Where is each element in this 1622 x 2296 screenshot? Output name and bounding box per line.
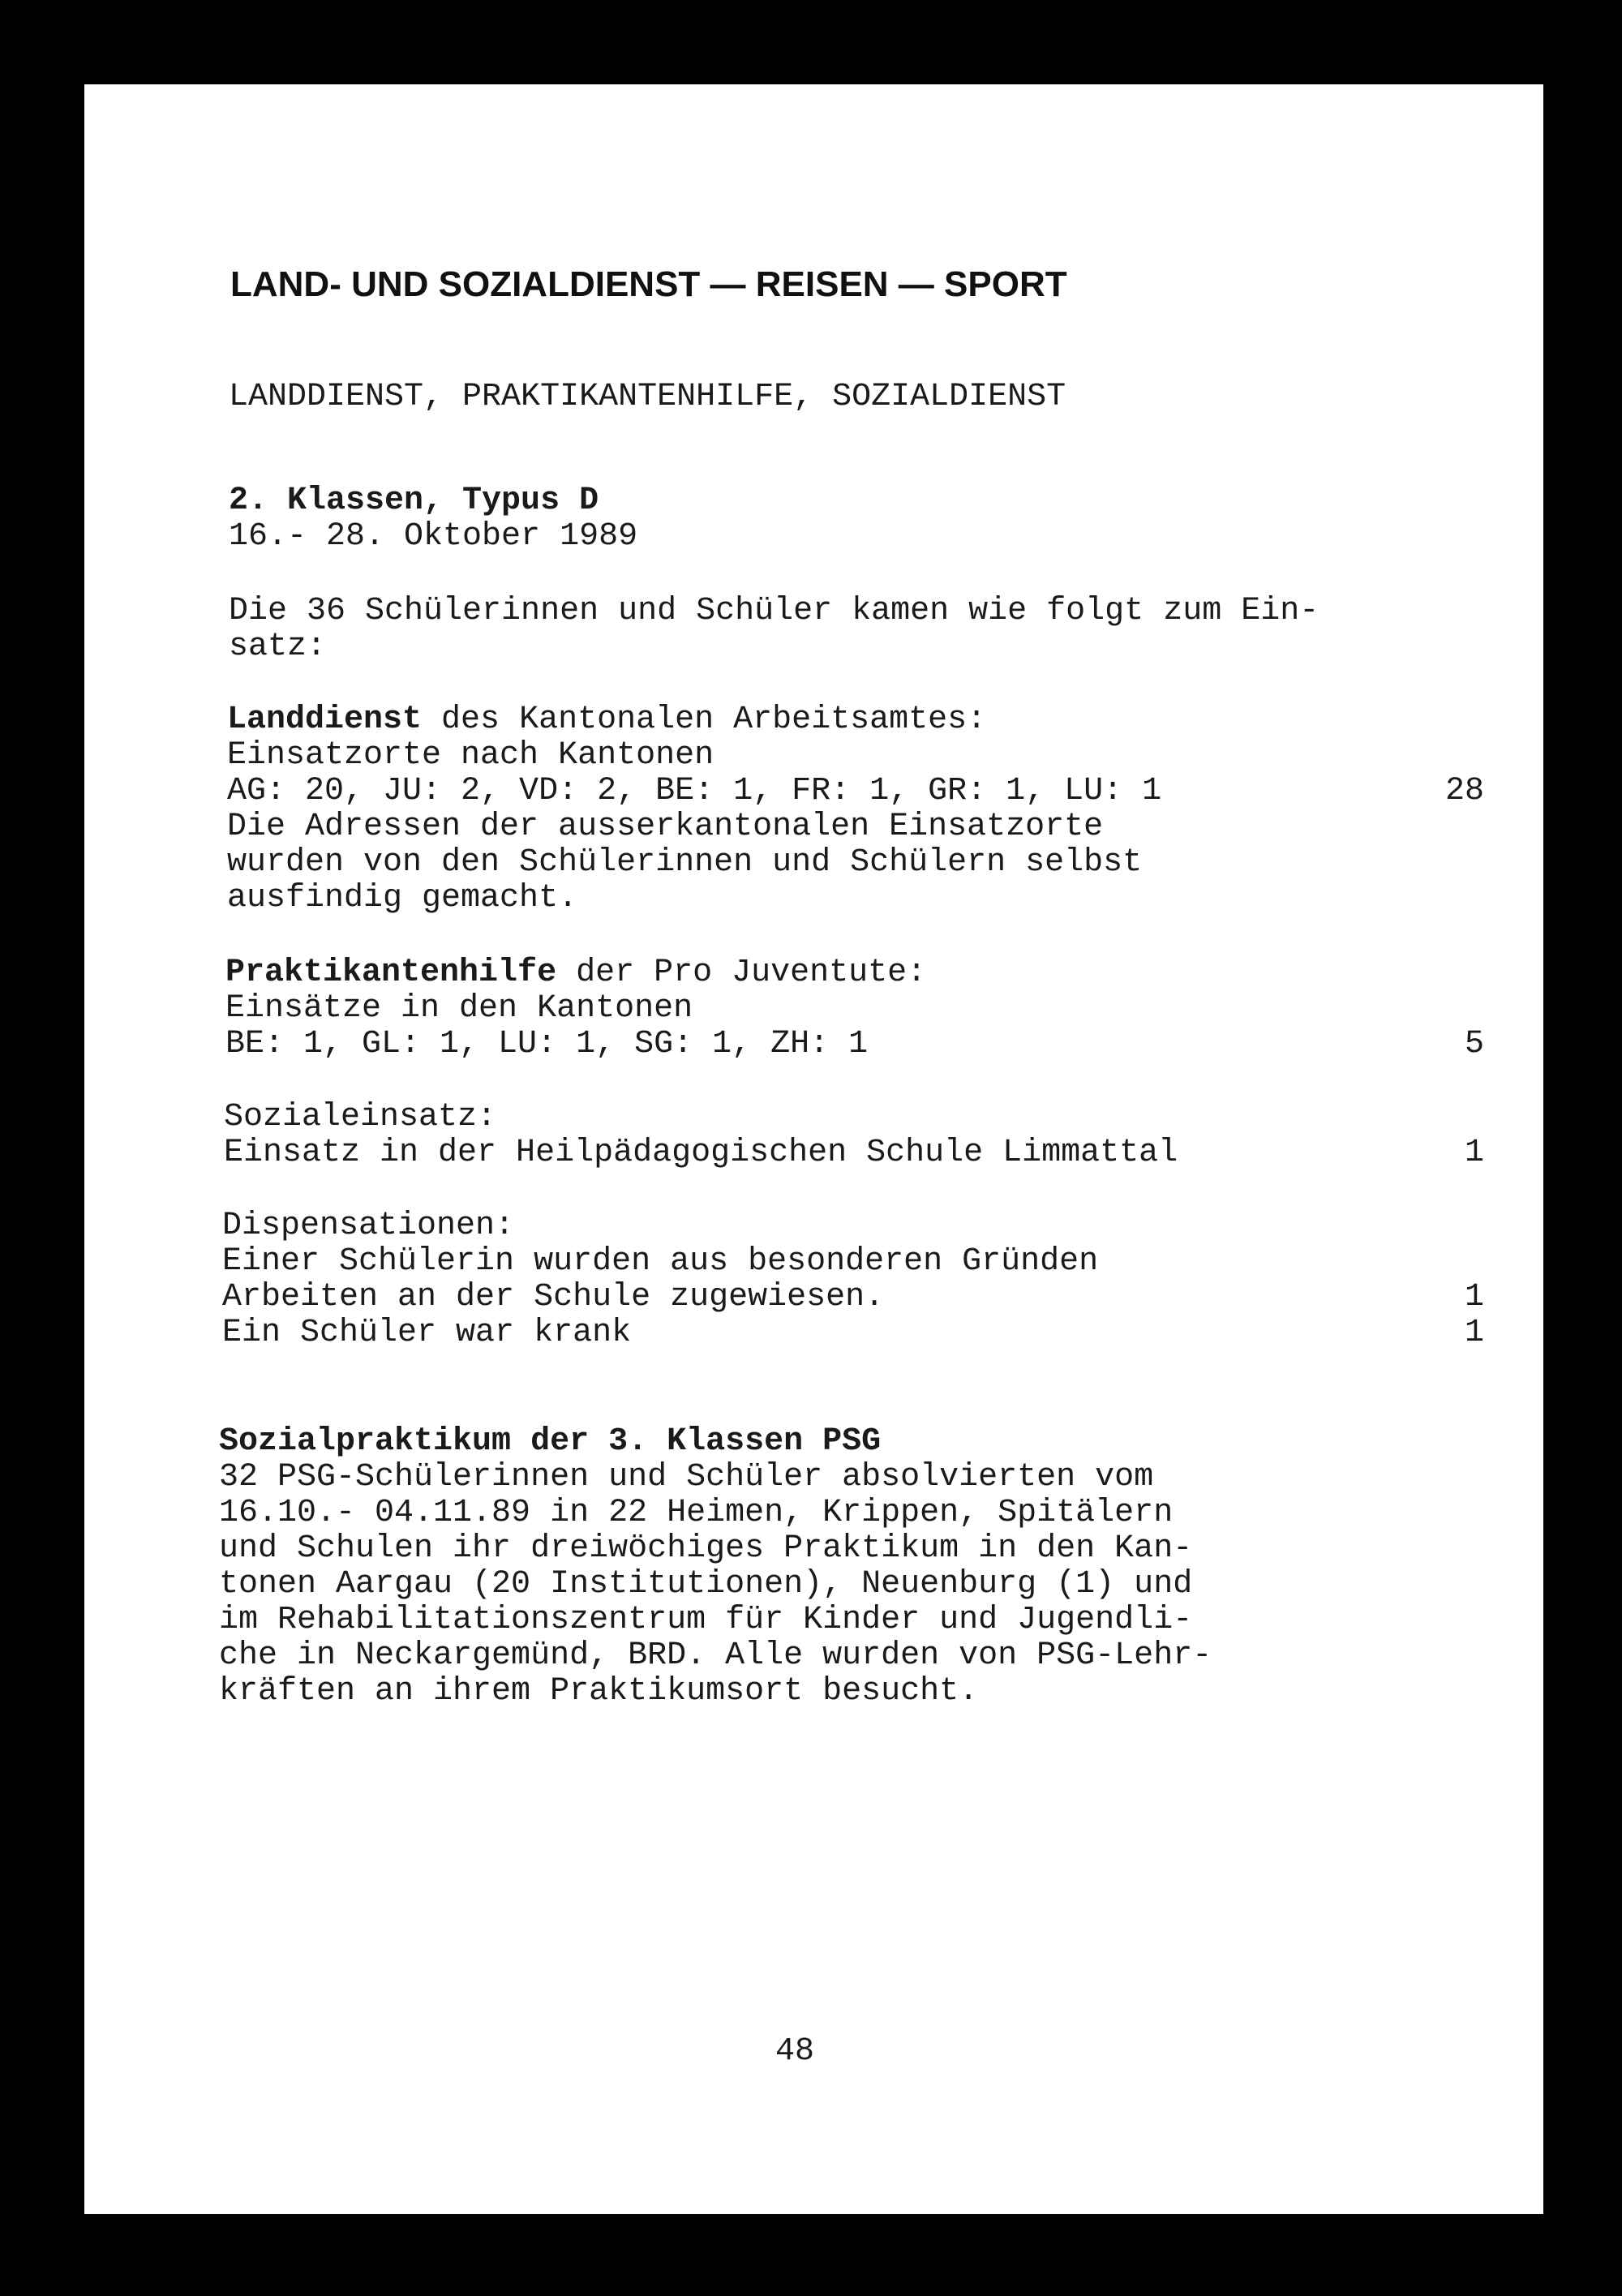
page-number: 48 (775, 2033, 815, 2070)
sozialeinsatz-count: 1 (1464, 1135, 1484, 1171)
praktikantenhilfe-line-3: BE: 1, GL: 1, LU: 1, SG: 1, ZH: 1 (225, 1026, 869, 1062)
landdienst-line-2: Einsatzorte nach Kantonen (227, 737, 714, 774)
sozialpraktikum-line-7: kräften an ihrem Praktikumsort besucht. (219, 1673, 979, 1710)
section-heading: LANDDIENST, PRAKTIKANTENHILFE, SOZIALDIENST (229, 379, 1066, 415)
sozialpraktikum-line-5: im Rehabilitationszentrum für Kinder und Jugendli- (219, 1602, 1193, 1638)
landdienst-line-5: wurden von den Schülerinnen und Schülern selbst (227, 844, 1143, 881)
praktikantenhilfe-label (225, 955, 926, 991)
praktikantenhilfe-label-bold: Praktikantenhilfe (225, 955, 557, 991)
landdienst-line-3: AG: 20, JU: 2, VD: 2, BE: 1, FR: 1, GR: 1, LU: 1 (227, 773, 1162, 809)
date-range: 16.- 28. Oktober 1989 (229, 518, 638, 555)
praktikantenhilfe-label-rest: der Pro Juventute: (556, 955, 927, 991)
sozialeinsatz-line-2: Einsatz in der Heilpädagogischen Schule Limmattal (224, 1135, 1178, 1171)
document-page (84, 84, 1543, 2214)
landdienst-label-bold: Landdienst (227, 702, 423, 738)
dispensationen-count-2: 1 (1464, 1315, 1484, 1351)
sozialpraktikum-heading: Sozialpraktikum der 3. Klassen PSG (219, 1423, 882, 1460)
landdienst-label-rest: des Kantonalen Arbeitsamtes: (422, 702, 987, 738)
sozialpraktikum-line-2: 16.10.- 04.11.89 in 22 Heimen, Krippen, Spitälern (219, 1495, 1174, 1531)
landdienst-label (227, 702, 986, 738)
sozialeinsatz-label: Sozialeinsatz: (224, 1099, 497, 1135)
sozialpraktikum-line-3: und Schulen ihr dreiwöchiges Praktikum in den Kan- (219, 1530, 1193, 1567)
intro-line-2: satz: (229, 629, 327, 665)
page-title: LAND- UND SOZIALDIENST — REISEN — SPORT (230, 264, 1067, 304)
dispensationen-line-2: Einer Schülerin wurden aus besonderen Gründen (222, 1243, 1099, 1280)
intro-line-1: Die 36 Schülerinnen und Schüler kamen wie folgt zum Ein- (229, 593, 1319, 629)
dispensationen-line-3: Arbeiten an der Schule zugewiesen. (222, 1279, 885, 1315)
praktikantenhilfe-count: 5 (1464, 1026, 1484, 1062)
sozialpraktikum-line-6: che in Neckargemünd, BRD. Alle wurden von PSG-Lehr- (219, 1637, 1212, 1674)
dispensationen-label: Dispensationen: (222, 1208, 515, 1244)
sozialpraktikum-line-1: 32 PSG-Schülerinnen und Schüler absolvierten vom (219, 1459, 1154, 1496)
dispensationen-count-1: 1 (1464, 1279, 1484, 1315)
praktikantenhilfe-line-2: Einsätze in den Kantonen (225, 990, 693, 1027)
dispensationen-line-4: Ein Schüler war krank (222, 1315, 632, 1351)
class-heading: 2. Klassen, Typus D (229, 483, 599, 519)
sozialpraktikum-line-4: tonen Aargau (20 Institutionen), Neuenburg (1) und (219, 1566, 1193, 1603)
landdienst-count: 28 (1444, 773, 1484, 809)
landdienst-line-6: ausfindig gemacht. (227, 880, 578, 916)
landdienst-line-4: Die Adressen der ausserkantonalen Einsatzorte (227, 809, 1104, 845)
